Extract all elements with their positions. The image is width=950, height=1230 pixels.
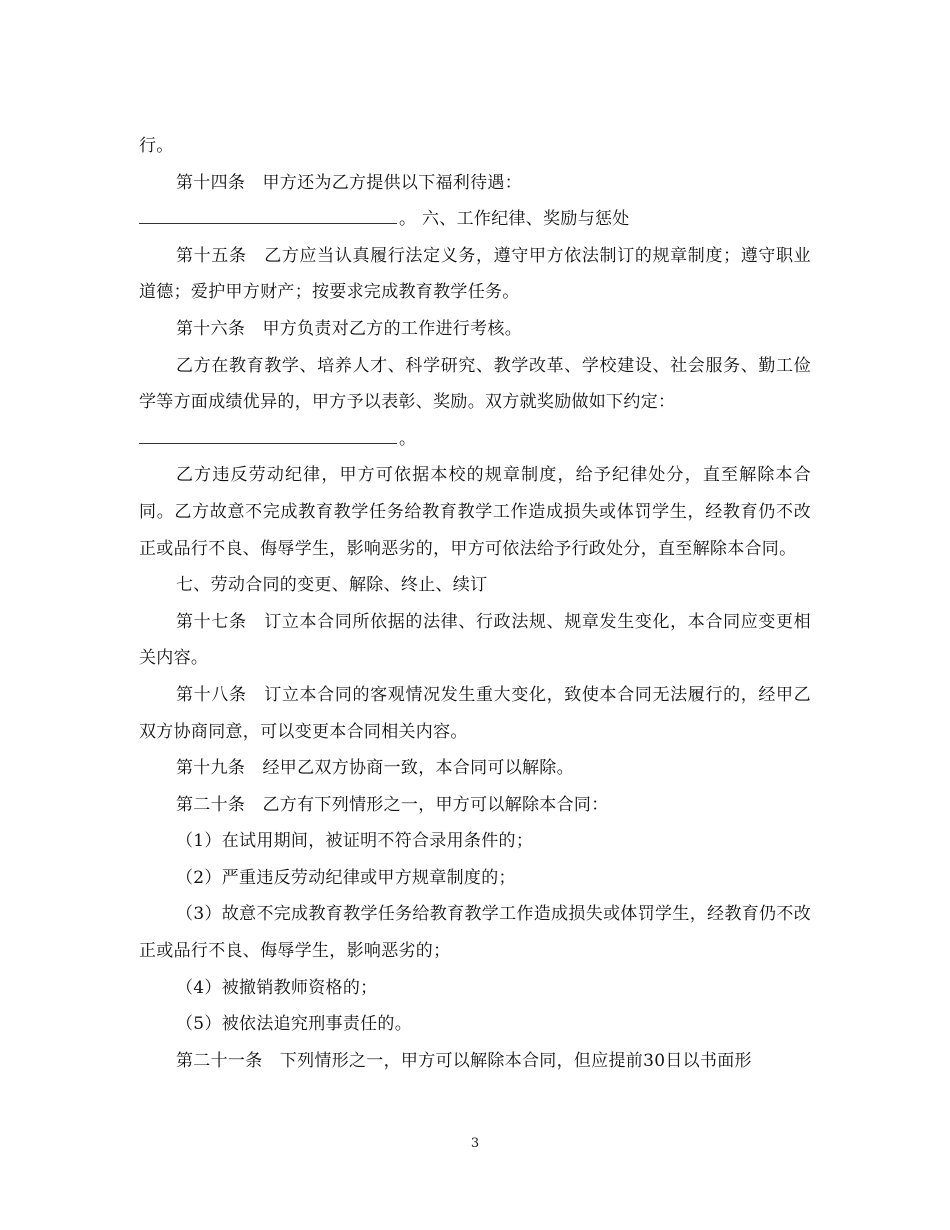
fill-in-blank[interactable] [139,421,397,444]
fill-in-blank[interactable] [139,201,397,224]
article-21: 第二十一条 下列情形之一，甲方可以解除本合同，但应提前30日以书面形 [176,1050,752,1071]
article-20-item-2: （2）严重违反劳动纪律或甲方规章制度的； [176,867,516,888]
article-16: 第十六条 甲方负责对乙方的工作进行考核。 [176,318,522,339]
page-number: 3 [470,1136,480,1151]
article-14: 第十四条 甲方还为乙方提供以下福利待遇： [176,172,522,193]
discipline-paragraph: 乙方违反劳动纪律，甲方可依据本校的规章制度，给予纪律处分，直至解除本合同。乙方故意不完成教育教学任务给教育教学工作造成损失或体罚学生，经教育仍不改正或品行不良、侮辱学生，影响恶劣的，甲方可依法给予行政处分，直至解除本合同。 [139,465,811,559]
section-7-heading: 七、劳动合同的变更、解除、终止、续订 [176,575,488,596]
article-20-item-3: （3）故意不完成教育教学任务给教育教学工作造成损失或体罚学生，经教育仍不改正或品行不良、侮辱学生，影响恶劣的； [139,904,811,962]
article-20-item-1: （1）在试用期间，被证明不符合录用条件的； [176,831,534,852]
article-15: 第十五条 乙方应当认真履行法定义务，遵守甲方依法制订的规章制度；遵守职业道德；爱护甲方财产；按要求完成教育教学任务。 [139,245,811,303]
article-20-item-4: （4）被撤销教师资格的； [176,977,378,998]
welfare-blank-line [139,201,811,238]
article-20: 第二十条 乙方有下列情形之一，甲方可以解除本合同： [176,794,609,815]
section-6-heading: 。 六、工作纪律、奖励与惩处 [399,209,630,230]
article-19: 第十九条 经甲乙双方协商一致，本合同可以解除。 [176,758,574,779]
reward-paragraph: 乙方在教育教学、培养人才、科学研究、教学改革、学校建设、社会服务、勤工俭学等方面成绩优异的，甲方予以表彰、奖励。双方就奖励做如下约定： [139,355,811,413]
blank-end-mark: 。 [399,428,417,449]
article-18: 第十八条 订立本合同的客观情况发生重大变化，致使本合同无法履行的，经甲乙双方协商同意，可以变更本合同相关内容。 [139,684,811,742]
reward-blank-line [139,421,811,458]
article-20-item-5: （5）被依法追究刑事责任的。 [176,1014,413,1035]
paragraph-continuation: 行。 [139,136,174,156]
document-body [139,128,811,1079]
article-17: 第十七条 订立本合同所依据的法律、行政法规、规章发生变化，本合同应变更相关内容。 [139,611,811,669]
